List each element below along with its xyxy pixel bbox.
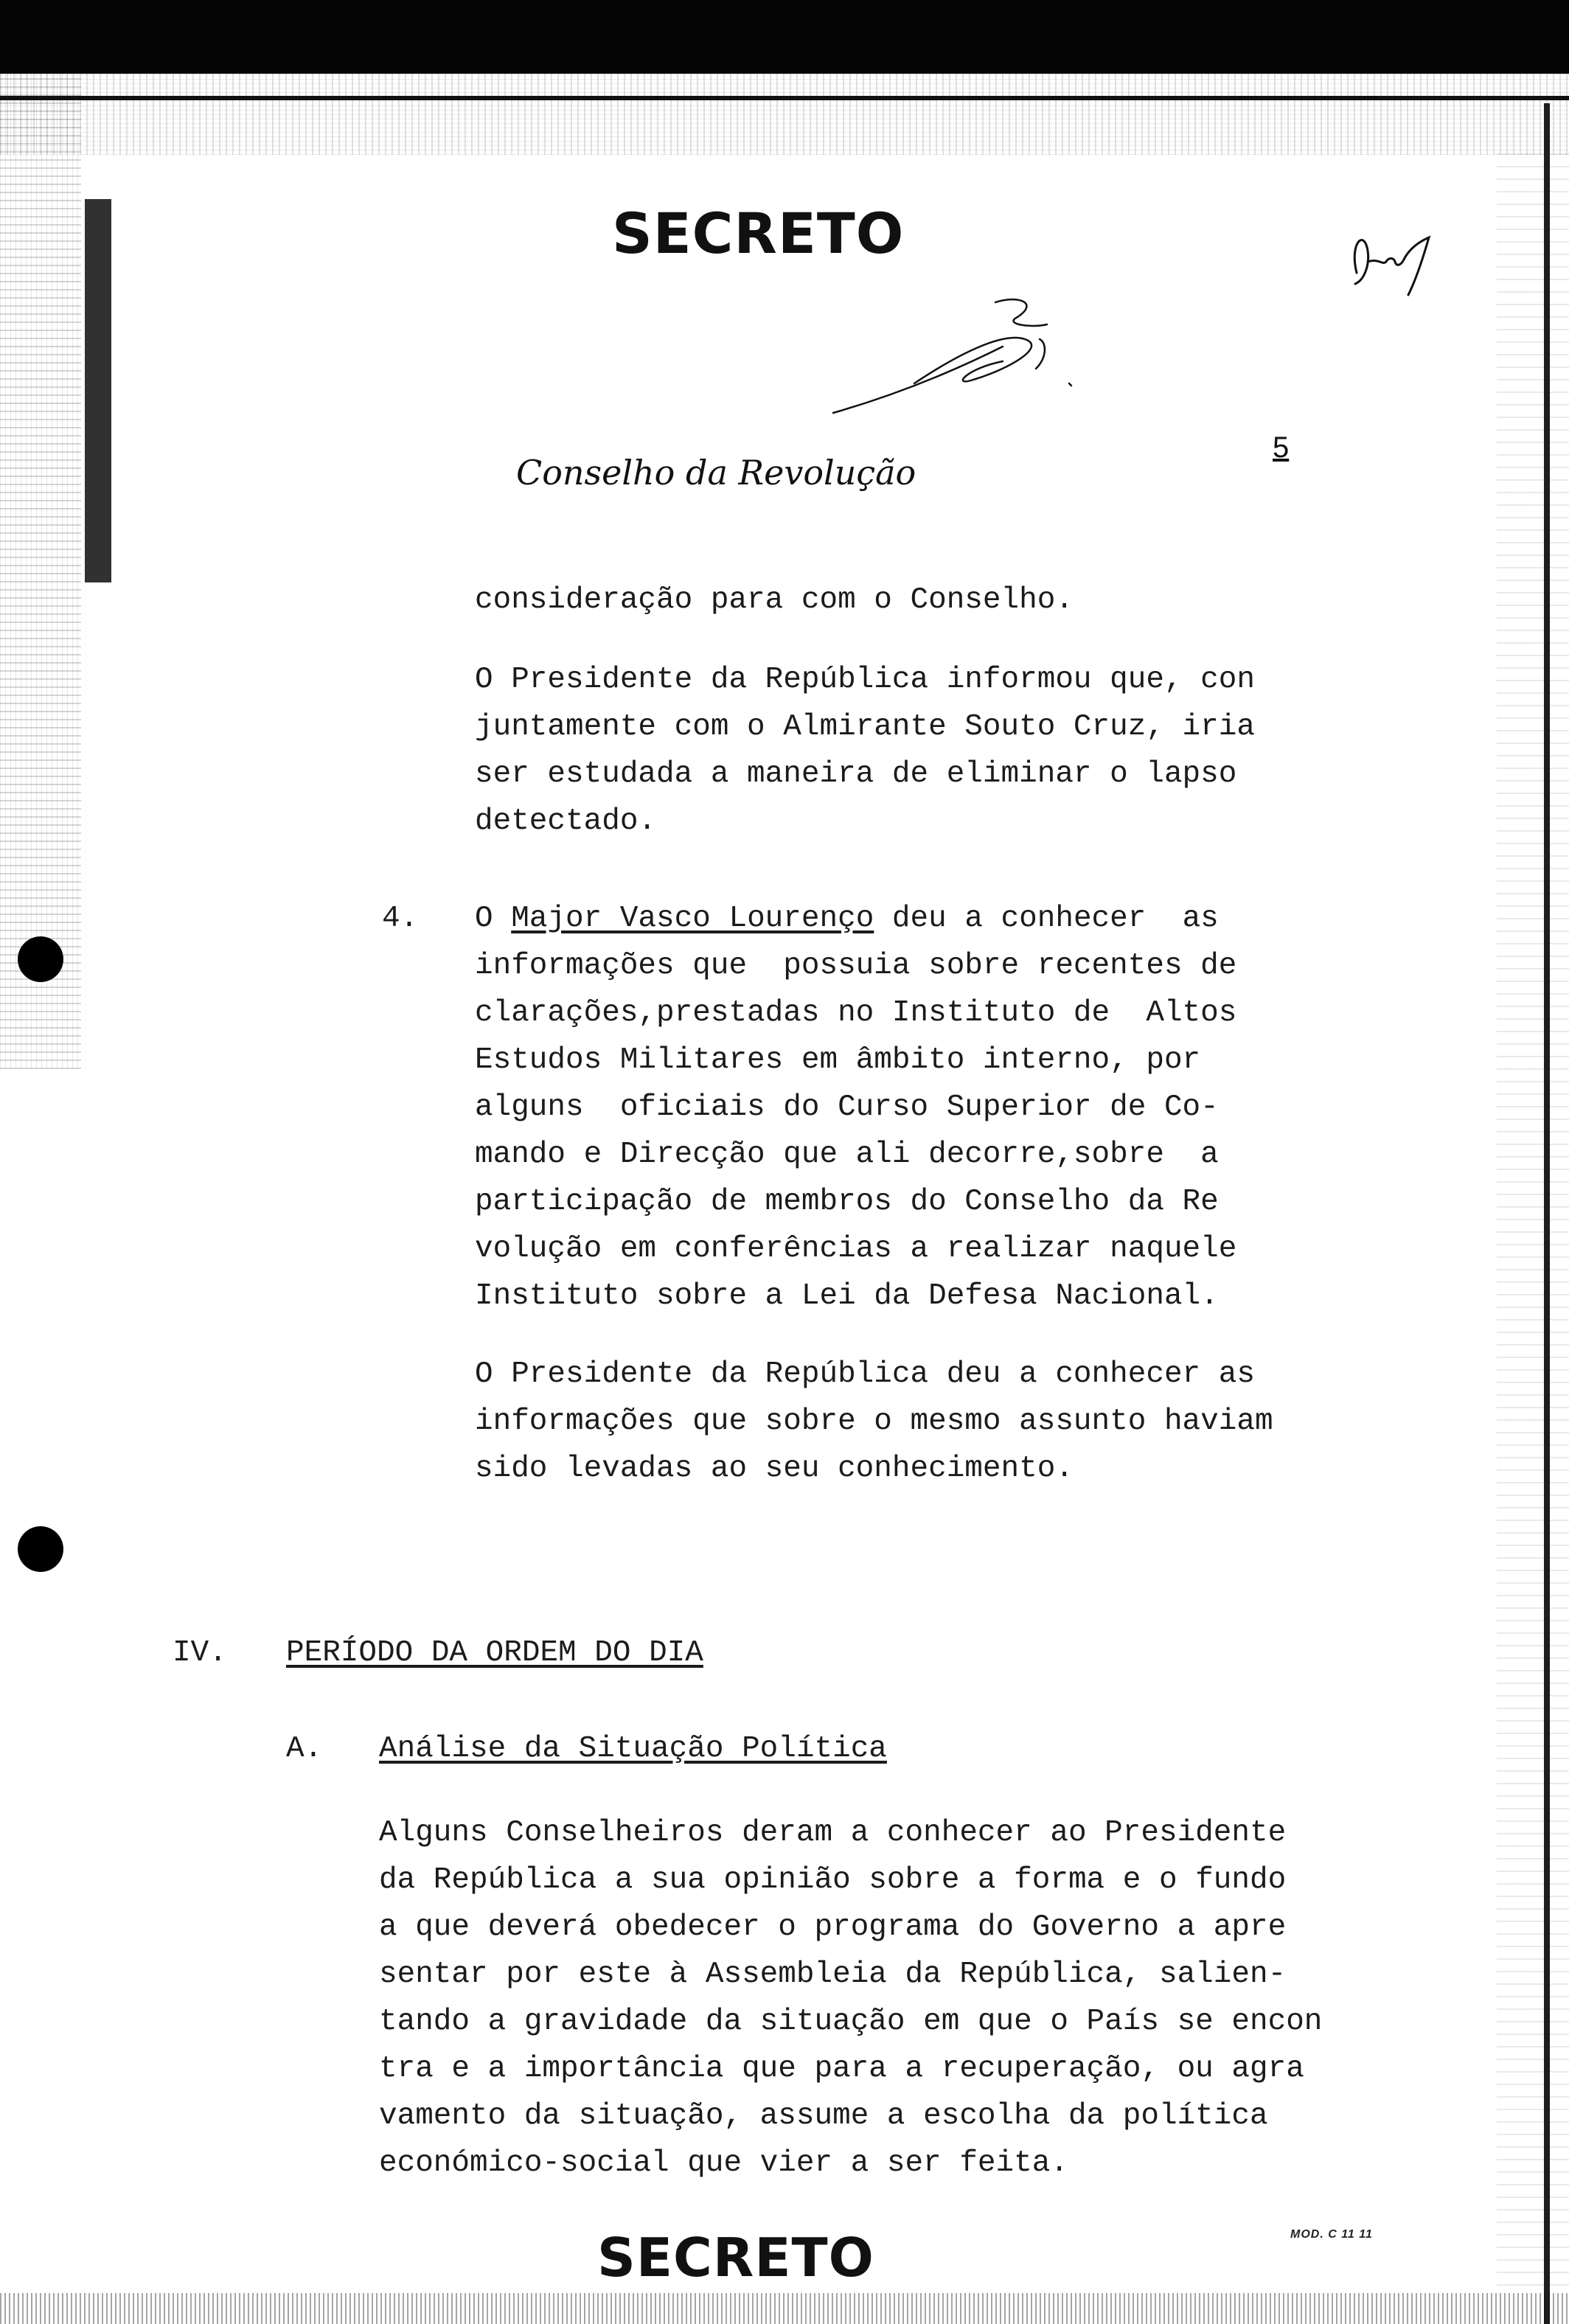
- text-line: Instituto sobre a Lei da Defesa Nacional.: [475, 1279, 1219, 1313]
- signature-icon: [826, 288, 1091, 428]
- text-line: participação de membros do Conselho da Re: [475, 1185, 1219, 1219]
- paragraph-analise-situacao: [379, 1809, 1322, 2187]
- subsection-letter: A.: [286, 1732, 323, 1766]
- punch-hole-icon: [18, 936, 63, 982]
- punch-hole-icon: [18, 1526, 63, 1572]
- scan-right-edge: [1544, 103, 1550, 2324]
- section-heading: PERÍODO DA ORDEM DO DIA: [286, 1636, 703, 1670]
- text-line: Estudos Militares em âmbito interno, por: [475, 1043, 1201, 1077]
- scan-bottom-noise: [0, 2293, 1569, 2324]
- text-line: informações que sobre o mesmo assunto haviam: [475, 1405, 1273, 1438]
- scan-top-noise: [0, 74, 1569, 155]
- text-line: vamento da situação, assume a escolha da política: [379, 2099, 1268, 2133]
- scan-left-noise: [0, 74, 81, 1069]
- text-line: clarações,prestadas no Instituto de Altos: [475, 996, 1237, 1030]
- scan-right-noise: [1497, 147, 1569, 2286]
- text-line: a que deverá obedecer o programa do Governo a apre: [379, 1910, 1287, 1944]
- text-line: detectado.: [475, 804, 657, 838]
- text-line: da República a sua opinião sobre a forma e o fundo: [379, 1863, 1287, 1897]
- text-line: tra e a importância que para a recuperação, ou agra: [379, 2052, 1304, 2086]
- text-line: Alguns Conselheiros deram a conhecer ao Presidente: [379, 1816, 1287, 1850]
- text-line: económico-social que vier a ser feita.: [379, 2146, 1068, 2180]
- text-line: ser estudada a maneira de eliminar o lapso: [475, 757, 1237, 791]
- page-number: 5: [1273, 431, 1290, 464]
- form-code: MOD. C 11 11: [1290, 2228, 1373, 2241]
- text-line: O Presidente da República informou que, con: [475, 663, 1255, 697]
- letterhead-script: [509, 439, 951, 505]
- classification-stamp-top: SECRETO: [612, 201, 905, 266]
- handwritten-initials-icon: [1342, 221, 1460, 302]
- text-line: sido levadas ao seu conhecimento.: [475, 1452, 1074, 1486]
- text-line: deu a conhecer as: [874, 902, 1219, 936]
- section-number: IV.: [173, 1636, 227, 1670]
- item-number: 4.: [382, 902, 419, 936]
- scan-top-border: [0, 0, 1569, 74]
- svg-text:Conselho da Revolução: Conselho da Revolução: [516, 453, 916, 493]
- text-line: juntamente com o Almirante Souto Cruz, iria: [475, 710, 1255, 744]
- paragraph-continuation: consideração para com o Conselho.: [475, 583, 1074, 617]
- text-line: O Presidente da República deu a conhecer as: [475, 1357, 1255, 1391]
- text-line: tando a gravidade da situação em que o País se encon: [379, 2005, 1323, 2039]
- subsection-heading: Análise da Situação Política: [379, 1732, 887, 1766]
- paragraph-presidente-informou: [475, 656, 1255, 845]
- text-segment: O: [475, 902, 512, 936]
- text-line: mando e Direcção que ali decorre,sobre a: [475, 1138, 1219, 1172]
- paragraph-item-4: [475, 895, 1236, 1320]
- scan-top-rule: [0, 96, 1569, 100]
- paragraph-presidente-deu-a-conhecer: [475, 1351, 1273, 1492]
- text-line: sentar por este à Assembleia da República, salien-: [379, 1958, 1287, 1991]
- scan-left-shadow: [85, 199, 111, 582]
- text-line: alguns oficiais do Curso Superior de Co-: [475, 1090, 1219, 1124]
- classification-stamp-bottom: SECRETO: [597, 2227, 874, 2289]
- underlined-name: Major Vasco Lourenço: [511, 902, 874, 936]
- text-line: informações que possuia sobre recentes de: [475, 949, 1237, 983]
- text-line: volução em conferências a realizar naquele: [475, 1232, 1237, 1266]
